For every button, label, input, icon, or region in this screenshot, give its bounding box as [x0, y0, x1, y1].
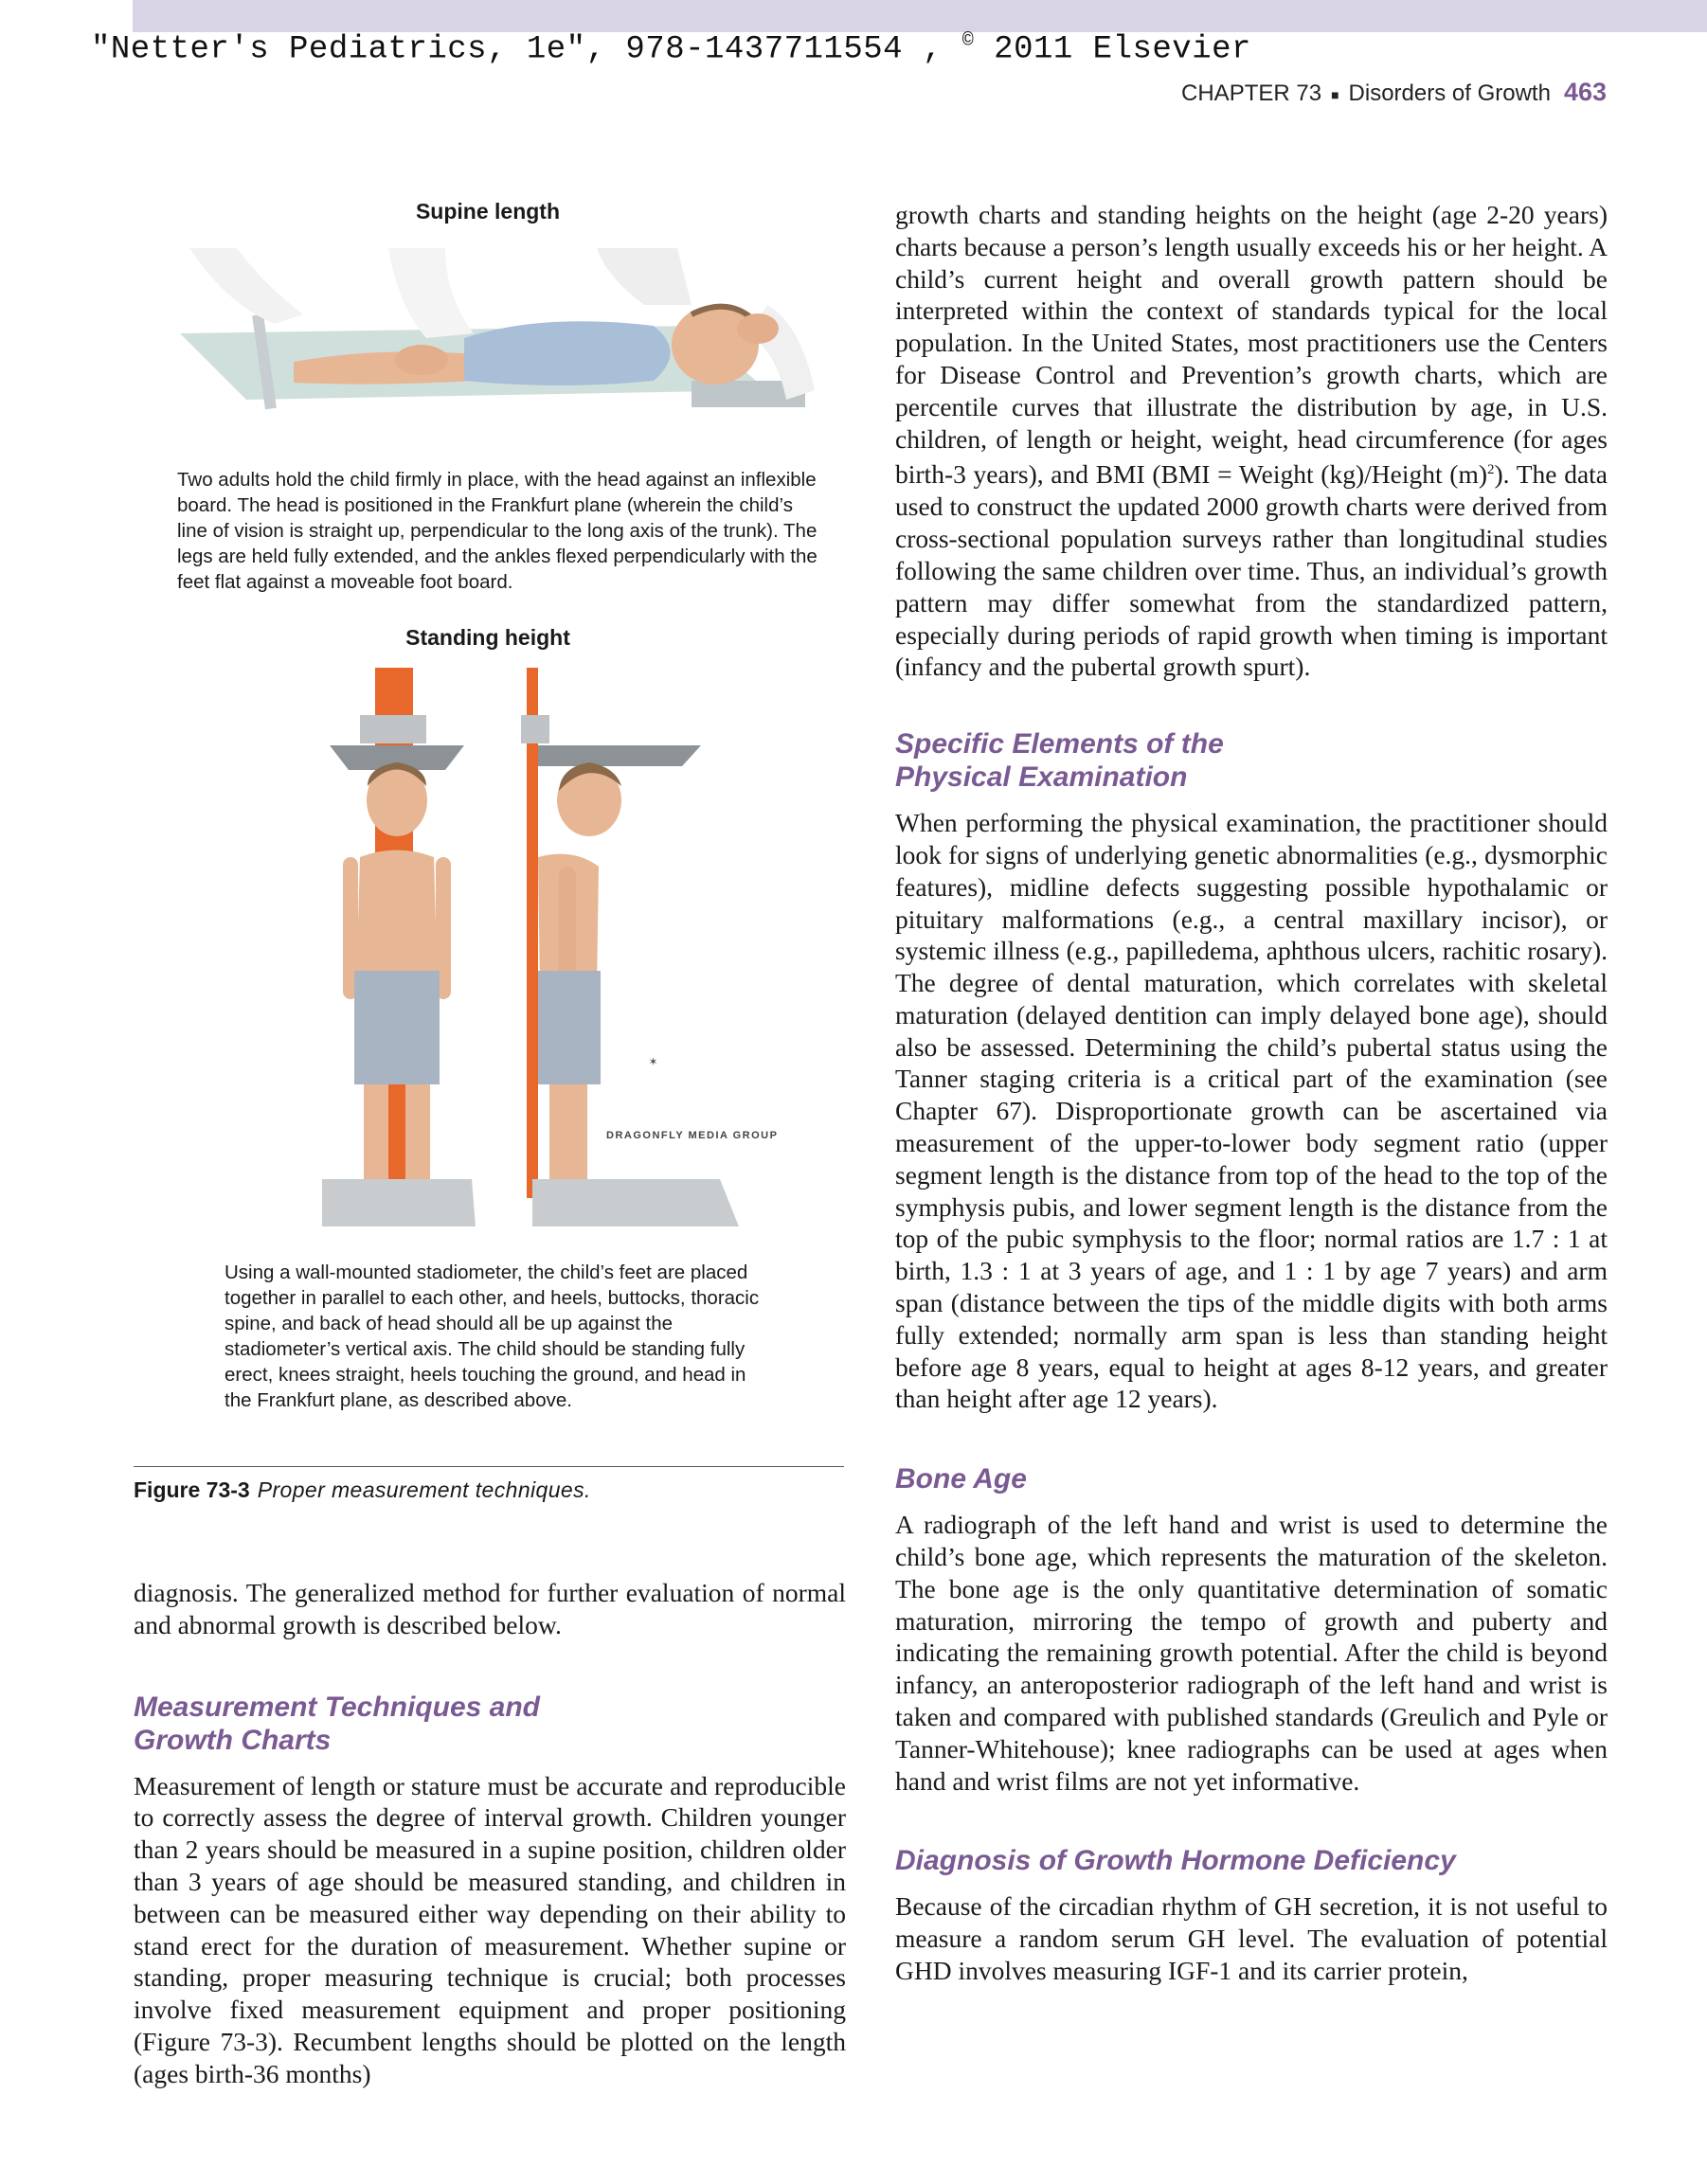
supine-illustration: [161, 248, 815, 456]
heading-measurement: Measurement Techniques and Growth Charts: [134, 1691, 540, 1756]
para-ghd: Because of the circadian rhythm of GH secretion, it is not useful to measure a random serum GH level. The evaluation of potential GHD involves measuring IGF-1 and its carrier protein,: [895, 1891, 1608, 1986]
para-bone-age: A radiograph of the left hand and wrist is used to determine the child’s bone age, which represents the maturation of the skeleton. The bone age is the only quantitative determination of somatic maturation, mirroring the tempo of growth and puberty and indicating the remaining growth potential. After the child is beyond infancy, an anteroposterior radiograph of the left hand and wrist is taken and compared with published standards (Greulich and Pyle or Tanner-Whitehouse); knee radiographs can be used at ages when hand and wrist films are not yet informative.: [895, 1510, 1608, 1796]
figure-caption-text: Proper measurement techniques.: [257, 1477, 591, 1502]
figure-caption: [134, 1477, 591, 1503]
heading-physical-exam: Specific Elements of the Physical Examination: [895, 728, 1224, 794]
chapter-title: Disorders of Growth: [1348, 81, 1551, 106]
heading-bone-age: Bone Age: [895, 1463, 1027, 1495]
bullet-separator: ■: [1331, 86, 1339, 102]
superscript-2: 2: [1487, 462, 1495, 478]
para-growth-charts: [895, 199, 1608, 683]
citation-text: "Netter's Pediatrics, 1e", 978-1437711554 ,: [91, 31, 962, 68]
standing-label: Standing height: [405, 625, 570, 650]
figure-rule: [134, 1466, 844, 1467]
para-growth-text: growth charts and standing heights on the height (age 2-20 years) charts because a person’s length usually exceeds his or her height. A child’s current height and overall growth pattern should be interpreted within the context of standards typical for the local population. In the United States, most practitioners use the Centers for Disease Control and Prevention’s growth charts, which are percentile curves that illustrate the distribution by age, in U.S. children, of length or height, weight, head circumference (for ages birth-3 years), and BMI (BMI = Weight (kg)/Height (m): [895, 200, 1608, 490]
copyright-symbol: ©: [961, 30, 975, 52]
para-intro: diagnosis. The generalized method for further evaluation of normal and abnormal growth is described below.: [134, 1578, 846, 1639]
heading-ghd: Diagnosis of Growth Hormone Deficiency: [895, 1845, 1456, 1877]
standing-illustration: [322, 668, 767, 1260]
svg-text:✶: ✶: [648, 1055, 659, 1068]
para-physical-exam: When performing the physical examination, the practitioner should look for signs of underlying genetic abnormalities (e.g., dysmorphic features), midline defects suggesting possible hypothalamic or pituitary malformations (e.g., a central maxillary incisor), or systemic illness (e.g., papilledema, aphthous ulcers, rachitic rosary). The degree of dental maturation, which correlates with skeletal maturation (delayed dentition can imply delayed bone age), should also be assessed. Determining the child’s pubertal status using the Tanner staging criteria is a critical part of the examination (see Chapter 67). Disproportionate growth can be ascertained via measurement of the upper-to-lower body segment ratio (upper segment length is the distance from top of the head to the top of the symphysis pubis, and lower segment length is the distance from the top of the pubic symphysis to the floor; normal ratios are 1.7 : 1 at birth, 1.3 : 1 at 3 years of age, and 1 : 1 by age 7 years) and arm span (distance between the tips of the middle digits with both arms fully extended; normally arm span is less than standing height before age 8 years, equal to height at ages 8-12 years, and greater than height after age 12 years).: [895, 808, 1608, 1414]
supine-label: Supine length: [415, 199, 561, 224]
top-band: [133, 0, 1707, 32]
supine-note: Two adults hold the child firmly in place, with the head against an inflexible board. The head is positioned in the Frankfurt plane (wherein the child’s line of vision is straight up, perpendicular to the long axis of the trunk). The legs are held fully extended, and the ankles flexed perpendicularly with the feet flat against a moveable foot board.: [177, 469, 818, 593]
standing-note: Using a wall-mounted stadiometer, the child’s feet are placed together in parallel to each other, and heels, buttocks, thoracic spine, and back of head should all be up against the stadiometer’s vertical axis. The child should be standing fully erect, knees straight, heels touching the ground, and head in the Frankfurt plane, as described above.: [225, 1262, 760, 1411]
para-measurement: Measurement of length or stature must be accurate and reproducible to correctly assess the degree of interval growth. Children younger than 2 years should be measured in a supine position, children older than 3 years of age should be measured standing, and children in between can be measured either way depending on their ability to stand erect for the duration of measurement. Whether supine or standing, proper measuring technique is crucial; both processes involve fixed measurement equipment and proper positioning (Figure 73-3). Recumbent lengths should be plotted on the length (ages birth-36 months): [134, 1770, 846, 2088]
chapter-number: CHAPTER 73: [1181, 81, 1322, 106]
left-column: [134, 1577, 846, 2090]
figure-number: Figure 73-3: [134, 1477, 250, 1502]
page-number: 463: [1563, 78, 1607, 106]
running-head: [1181, 78, 1607, 107]
citation-header: [91, 30, 1251, 67]
watermark-text: DRAGONFLY MEDIA GROUP: [606, 1130, 779, 1141]
para-growth-text-cont: ). The data used to construct the updated 2000 growth charts were derived from cross-sectional population surveys rather than longitudinal studies following the same children over time. Thus, an individual’s growth pattern may differ somewhat from the standardized pattern, especially during periods of rapid growth when timing is important (infancy and the pubertal growth spurt).: [895, 459, 1608, 682]
right-column: [895, 199, 1608, 1987]
citation-publisher: 2011 Elsevier: [974, 31, 1251, 68]
